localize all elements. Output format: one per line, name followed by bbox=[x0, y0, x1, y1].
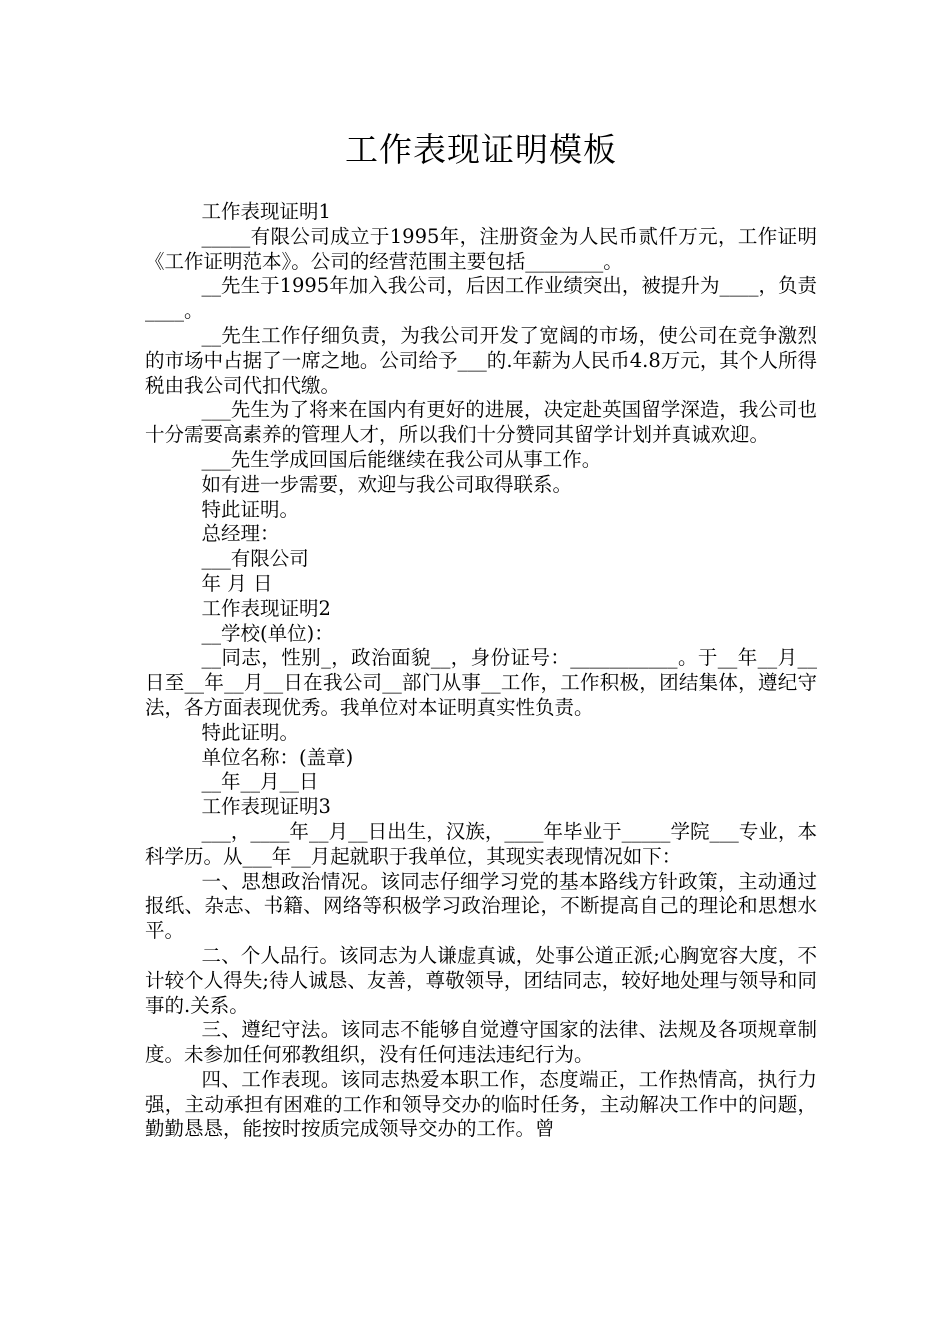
closing-line: 特此证明。 bbox=[201, 497, 300, 521]
company-line: ___有限公司 bbox=[201, 547, 309, 571]
paragraph: _____有限公司成立于1995年，注册资金为人民币贰仟万元，工作证明《工作证明范本》。公司的经营范围主要包括________。 bbox=[145, 224, 817, 273]
date-line: __年__月__日 bbox=[201, 770, 319, 794]
section-heading-1: 工作表现证明1 bbox=[201, 200, 331, 223]
paragraph: ___，____年__月__日出生，汉族，____年毕业于_____学院___专业，本科学历。从___年__月起就职于我单位，其现实表现情况如下： bbox=[145, 819, 817, 868]
paragraph: __先生工作仔细负责，为我公司开发了宽阔的市场，使公司在竞争激烈的市场中占据了一席之地。公司给予___的.年薪为人民币4.8万元，其个人所得税由我公司代扣代缴。 bbox=[145, 323, 817, 397]
paragraph: 三、遵纪守法。该同志不能够自觉遵守国家的法律、法规及各项规章制度。未参加任何邪教组织，没有任何违法违纪行为。 bbox=[145, 1018, 817, 1067]
unit-name-line: 单位名称：(盖章) bbox=[201, 745, 354, 769]
paragraph: 如有进一步需要，欢迎与我公司取得联系。 bbox=[201, 472, 573, 496]
paragraph: 一、思想政治情况。该同志仔细学习党的基本路线方针政策，主动通过报纸、杂志、书籍、网络等积极学习政治理论，不断提高自己的理论和思想水平。 bbox=[145, 869, 817, 943]
document-title: 工作表现证明模板 bbox=[345, 130, 617, 169]
section-heading-2: 工作表现证明2 bbox=[201, 596, 331, 620]
paragraph: ___先生为了将来在国内有更好的进展，决定赴英国留学深造，我公司也十分需要高素养的管理人才，所以我们十分赞同其留学计划并真诚欢迎。 bbox=[145, 398, 817, 447]
closing-line: 特此证明。 bbox=[201, 720, 300, 744]
paragraph: __同志，性别_，政治面貌__，身份证号：___________。于__年__月__日至__年__月__日在我公司__部门从事__工作，工作积极，团结集体，遵纪守法，各方面表现优秀。我单位对本证明真实性负责。 bbox=[145, 646, 817, 719]
paragraph: __先生于1995年加入我公司，后因工作业绩突出，被提升为____，负责____。 bbox=[145, 274, 817, 323]
paragraph: 二、个人品行。该同志为人谦虚真诚，处事公道正派;心胸宽容大度，不计较个人得失;待人诚恳、友善，尊敬领导，团结同志，较好地处理与领导和同事的.关系。 bbox=[145, 943, 817, 1017]
section-heading-3: 工作表现证明3 bbox=[201, 795, 331, 819]
paragraph: ___先生学成回国后能继续在我公司从事工作。 bbox=[201, 447, 602, 471]
document-page bbox=[145, 0, 817, 1344]
paragraph: 四、工作表现。该同志热爱本职工作，态度端正，工作热情高，执行力强，主动承担有困难的工作和领导交办的临时任务，主动解决工作中的问题，勤勤恳恳，能按时按质完成领导交办的工作。曾 bbox=[145, 1067, 817, 1141]
document-body bbox=[145, 200, 817, 1142]
signature-line: 总经理： bbox=[201, 522, 280, 546]
addressee-line: __学校(单位)： bbox=[201, 621, 334, 645]
date-line: 年 月 日 bbox=[201, 571, 273, 595]
